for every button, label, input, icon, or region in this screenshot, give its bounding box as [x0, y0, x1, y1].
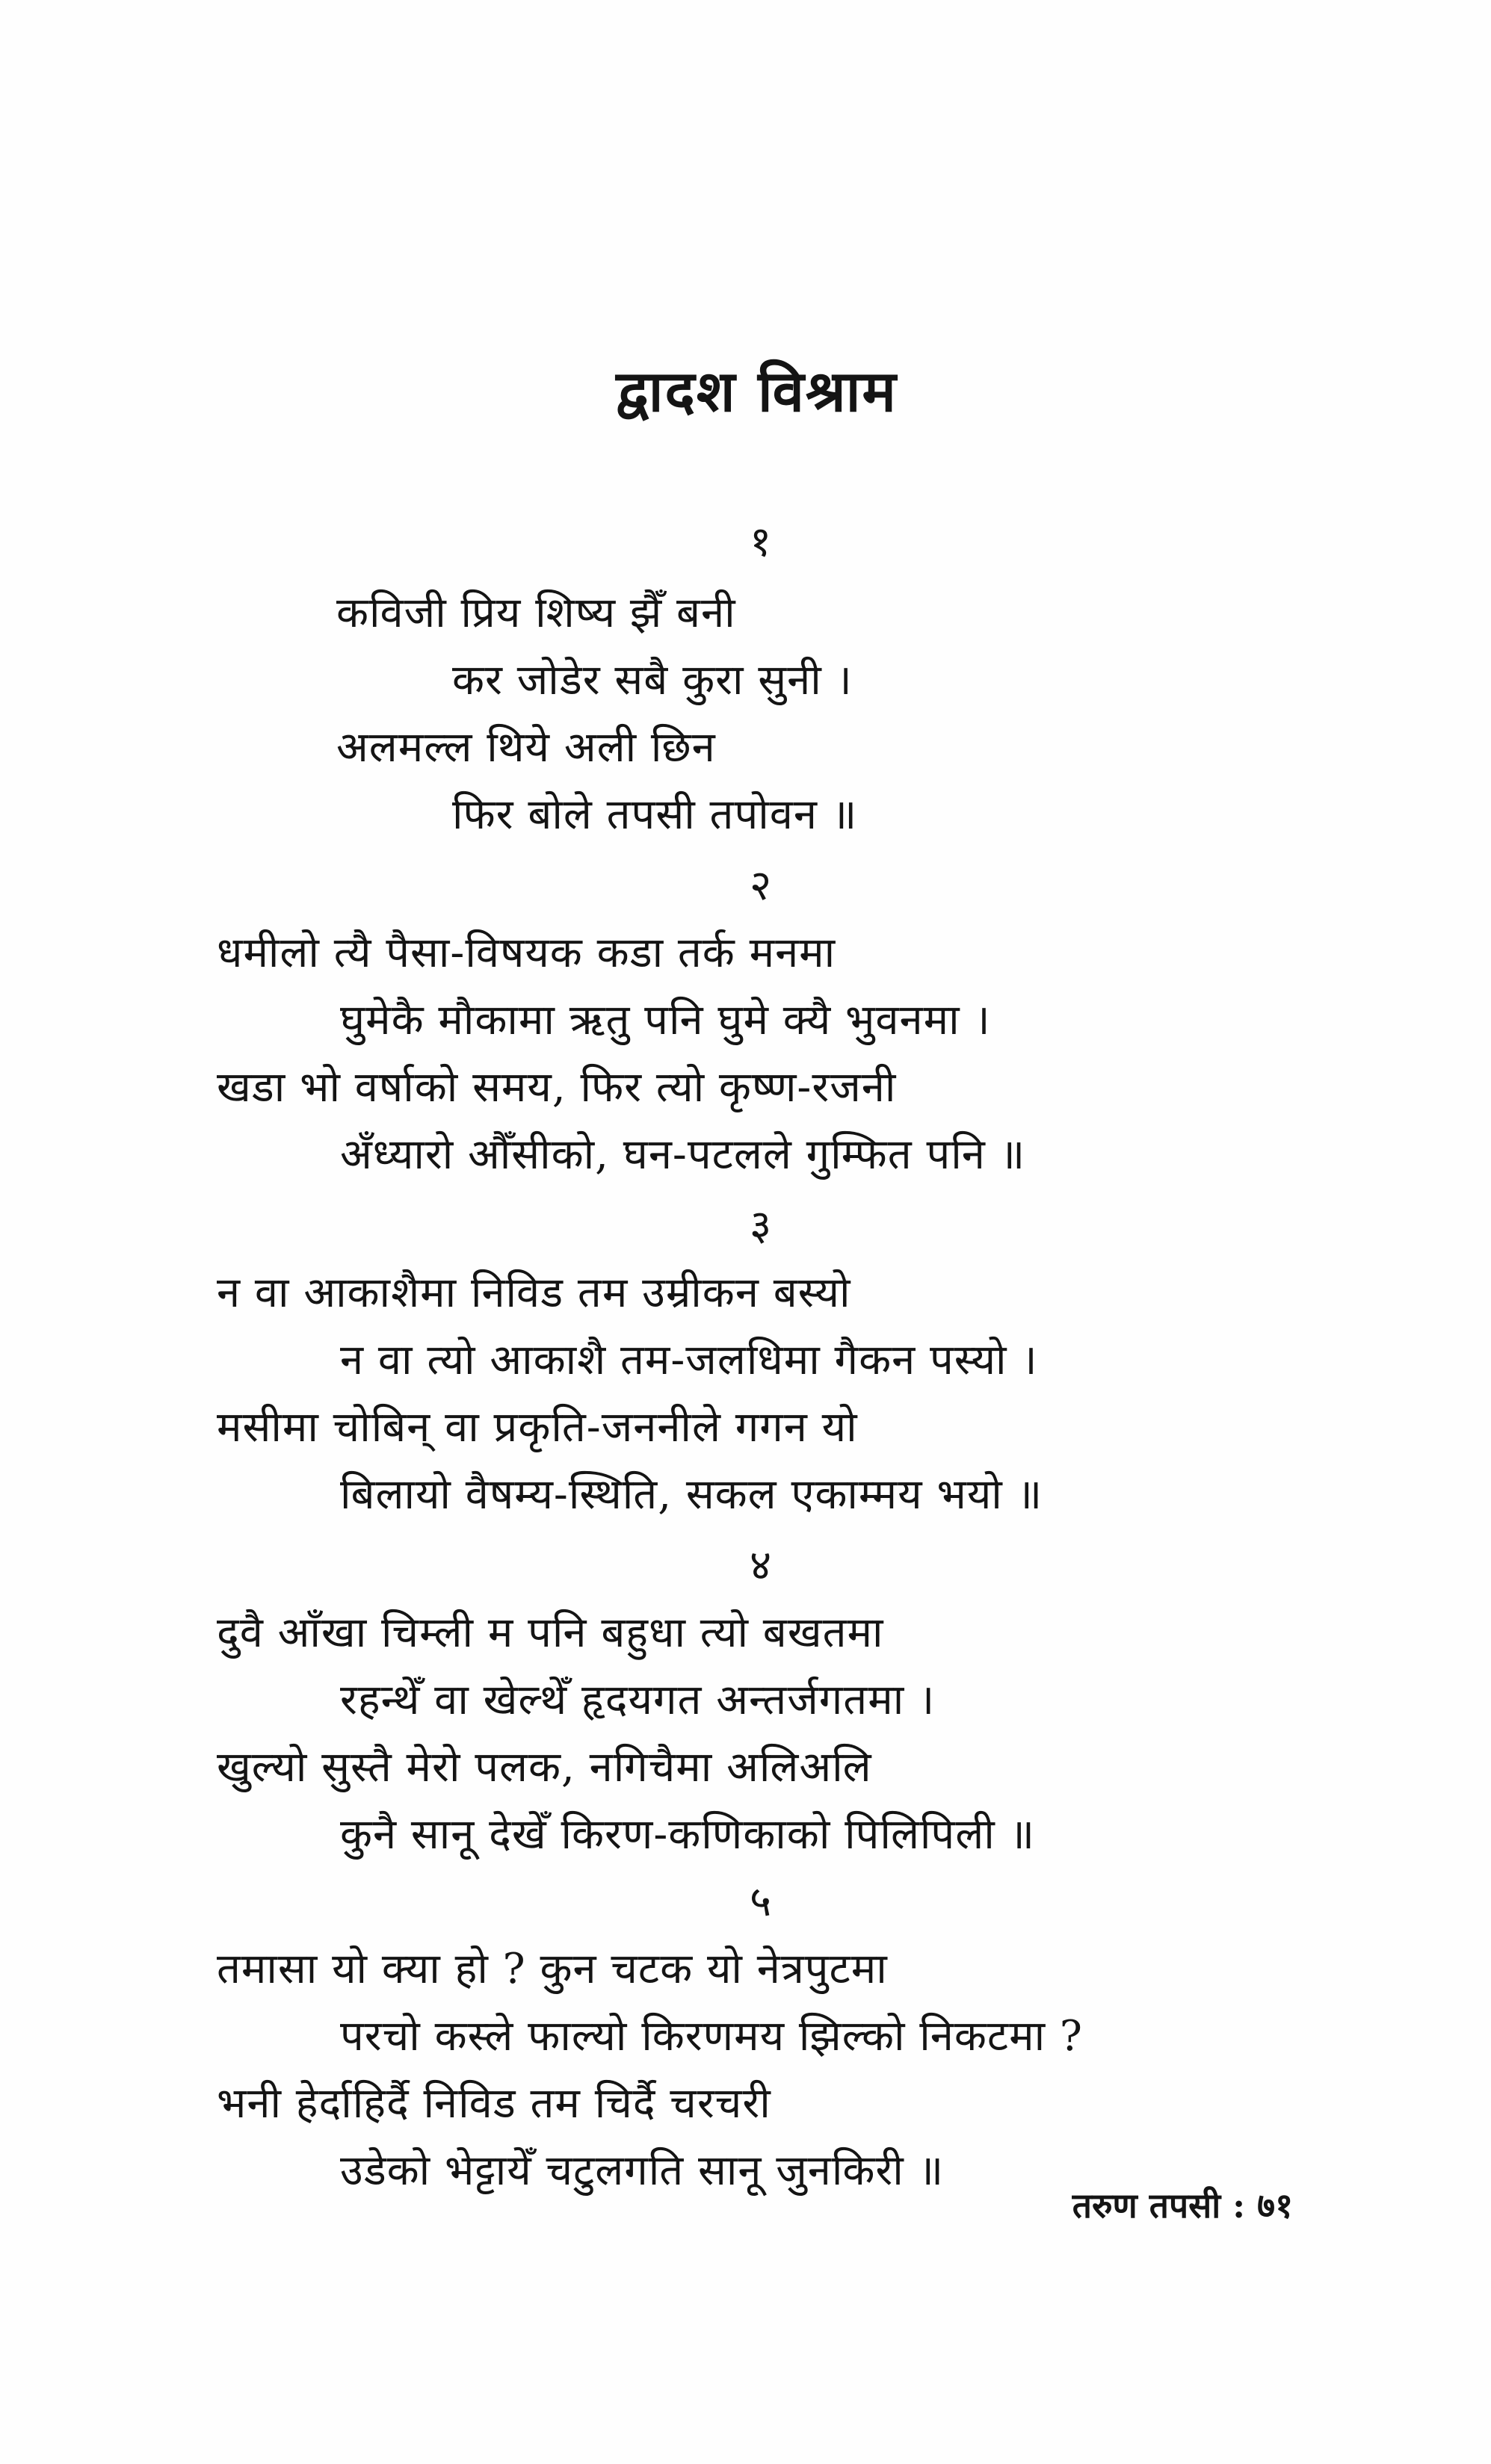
- stanza-number: ४: [749, 1541, 772, 1590]
- verse-line: बिलायो वैषम्य-स्थिति, सकल एकाम्मय भयो ॥: [340, 1470, 1043, 1519]
- chapter-title: द्वादश विश्राम: [616, 358, 898, 424]
- verse-line: न वा आकाशैमा निविड तम उम्रीकन बस्यो: [217, 1269, 851, 1317]
- stanza-number: ५: [749, 1878, 772, 1926]
- verse-line: घुमेकै मौकामा ऋतु पनि घुमे क्यै भुवनमा ।: [340, 996, 991, 1044]
- verse-line: उडेको भेट्टायेँ चटुलगति सानू जुनकिरी ॥: [340, 2146, 945, 2195]
- stanza-number: २: [749, 861, 772, 910]
- verse-line: खुल्यो सुस्तै मेरो पलक, नगिचैमा अलिअलि: [217, 1743, 872, 1792]
- verse-line: तमासा यो क्या हो ? कुन चटक यो नेत्रपुटमा: [217, 1945, 888, 1993]
- verse-line: रहन्थेँ वा खेल्थेँ हृदयगत अन्तर्जगतमा ।: [340, 1676, 936, 1724]
- verse-line: अँध्यारो औँसीको, घन-पटलले गुम्फित पनि ॥: [340, 1130, 1026, 1179]
- verse-line: कविजी प्रिय शिष्य झैँ बनी: [336, 589, 736, 637]
- verse-line: कुनै सानू देखेँ किरण-कणिकाको पिलिपिली ॥: [340, 1810, 1036, 1859]
- verse-line: फिर बोले तपसी तपोवन ॥: [452, 790, 858, 839]
- verse-line: अलमल्ल थिये अली छिन: [336, 723, 716, 772]
- verse-line: कर जोडेर सबै कुरा सुनी ।: [452, 656, 853, 705]
- verse-line: परचो कस्ले फाल्यो किरणमय झिल्को निकटमा ?: [340, 2012, 1083, 2061]
- stanza-number: १: [749, 518, 772, 566]
- verse-line: मसीमा चोबिन् वा प्रकृति-जननीले गगन यो: [217, 1403, 858, 1452]
- verse-line: न वा त्यो आकाशै तम-जलधिमा गैकन पस्यो ।: [340, 1336, 1038, 1384]
- verse-line: धमीलो त्यै पैसा-विषयक कडा तर्क मनमा: [217, 929, 836, 977]
- verse-line: खडा भो वर्षाको समय, फिर त्यो कृष्ण-रजनी: [217, 1063, 897, 1112]
- stanza-number: ३: [749, 1201, 772, 1250]
- verse-line: भनी हेर्दाहिर्दै निविड तम चिर्दै चरचरी: [217, 2079, 771, 2128]
- page-footer: तरुण तपसी : ७१: [1072, 2185, 1293, 2226]
- verse-line: दुवै आँखा चिम्ली म पनि बहुधा त्यो बखतमा: [217, 1609, 884, 1657]
